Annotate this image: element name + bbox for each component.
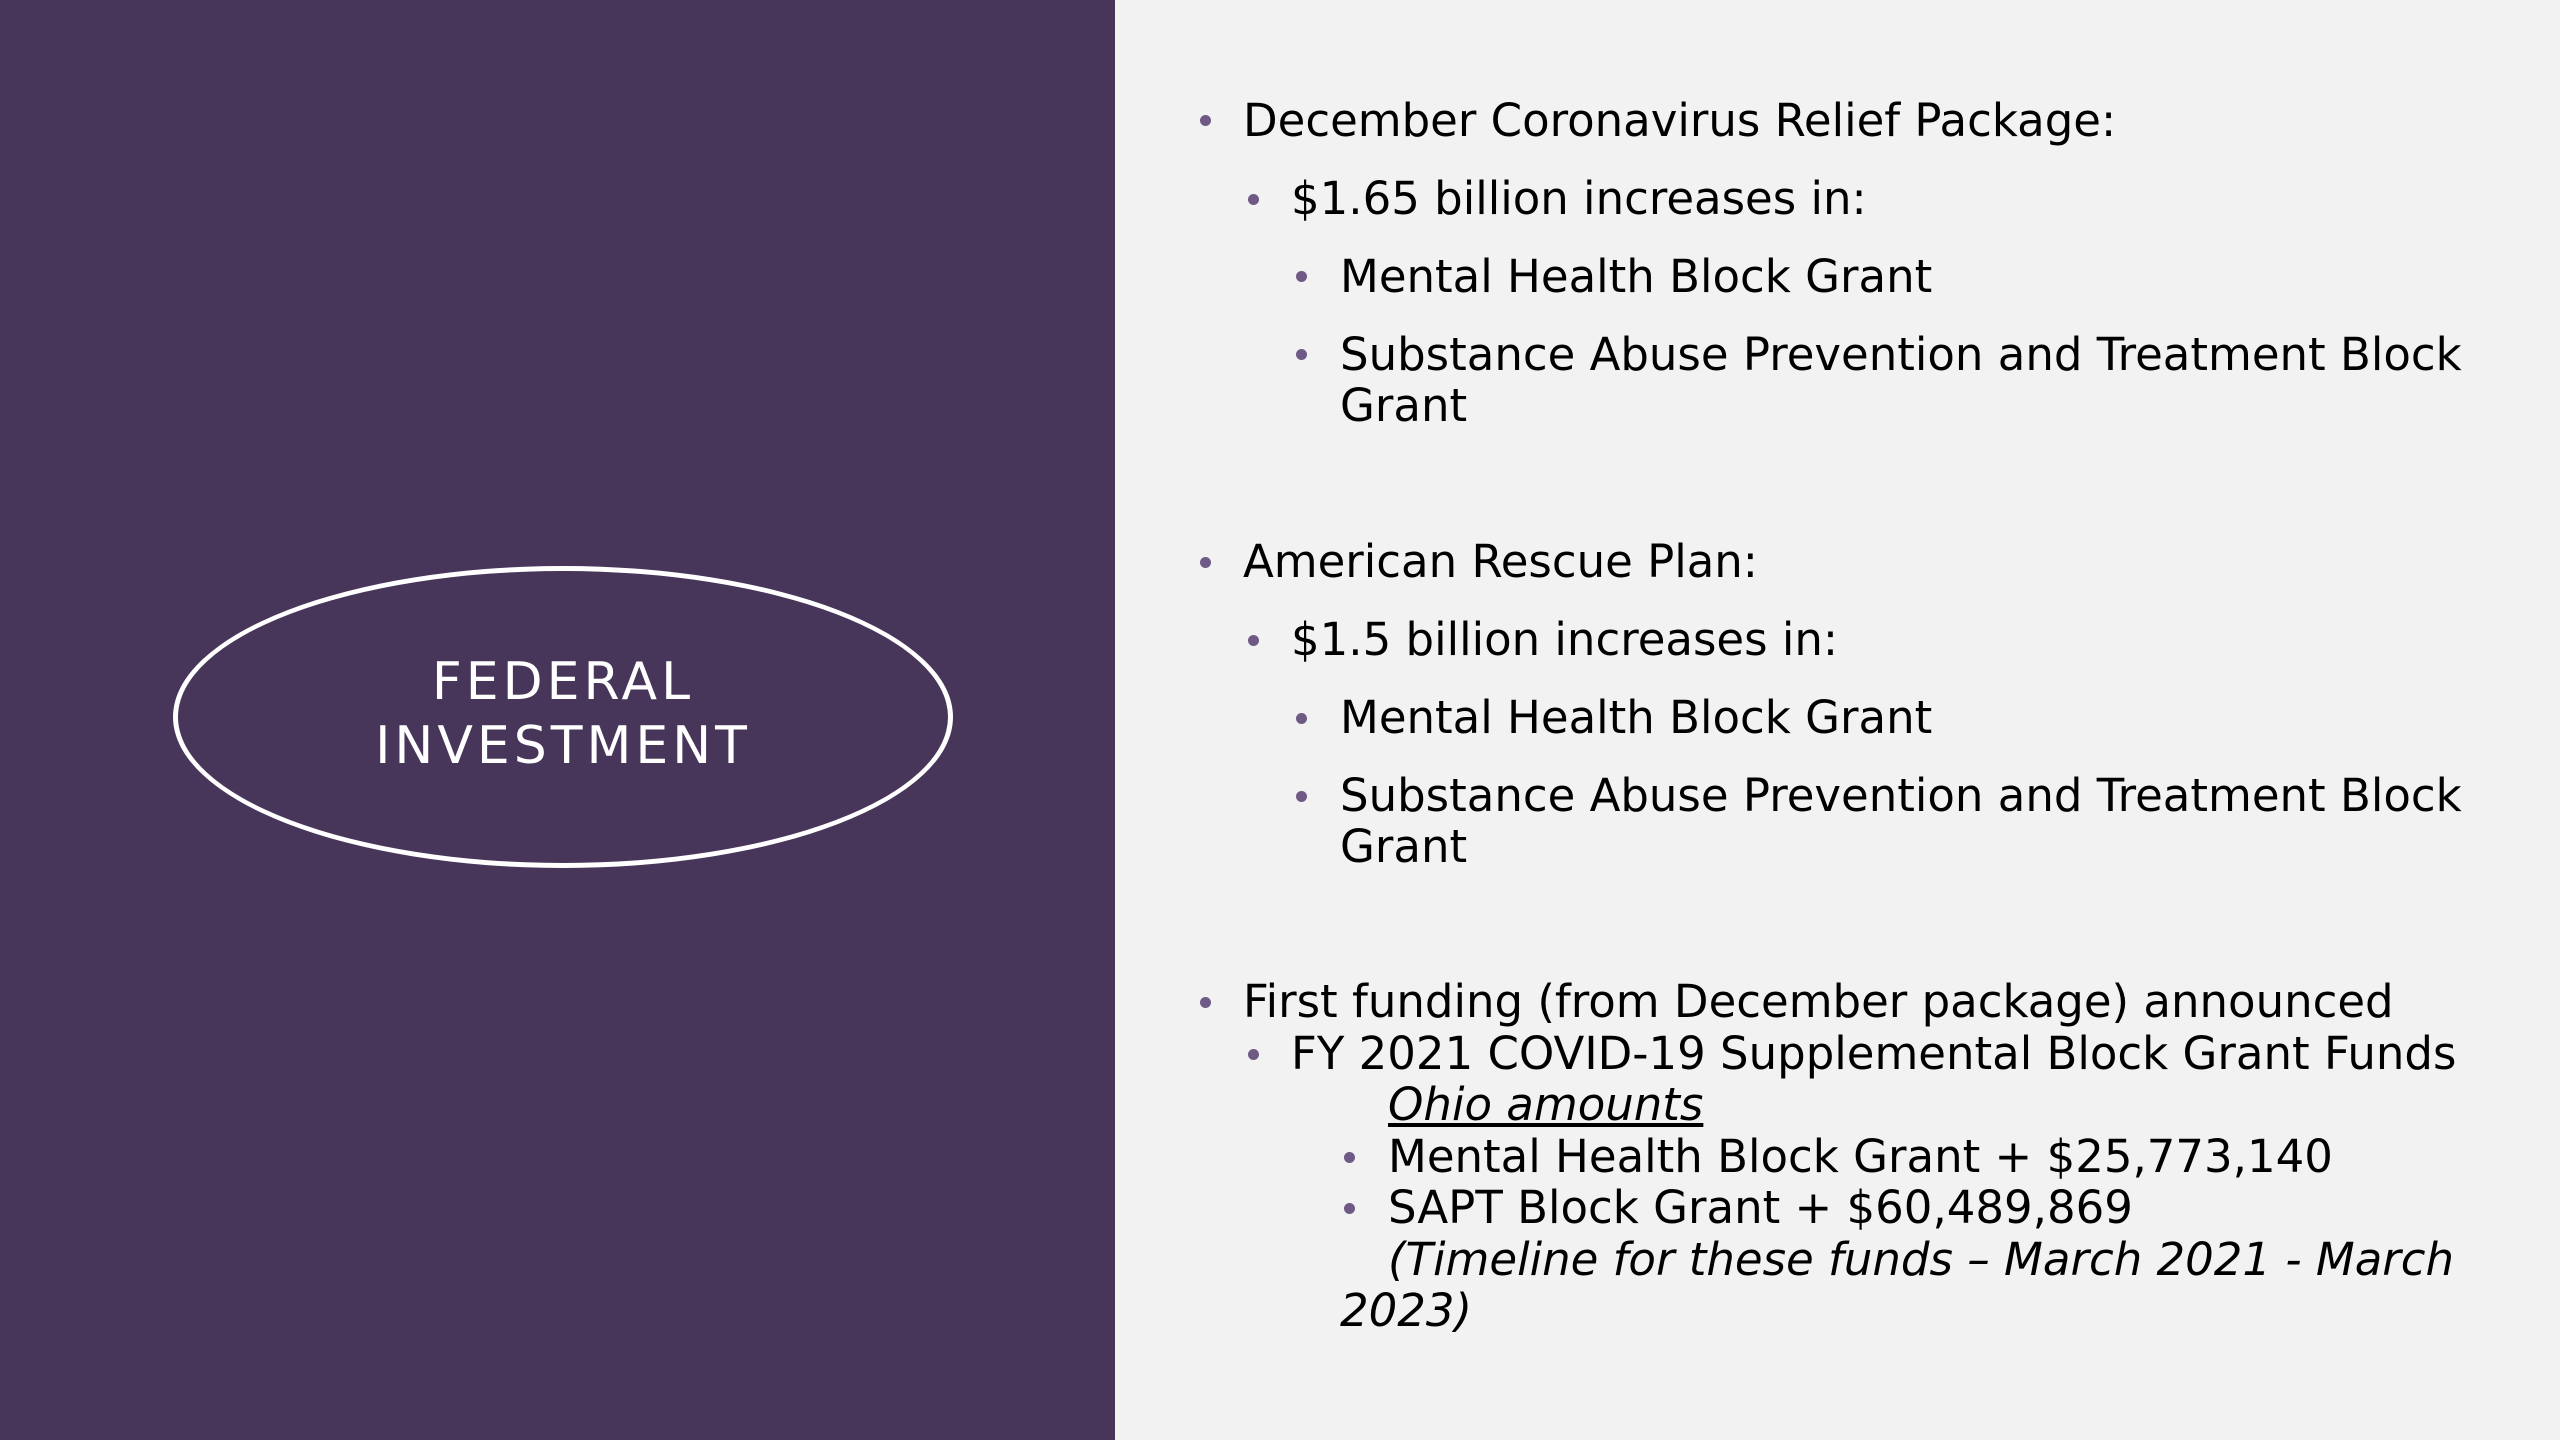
bullet-icon bbox=[1248, 194, 1259, 205]
bullet-icon bbox=[1200, 997, 1211, 1008]
slide-title bbox=[173, 650, 953, 778]
ohio-amounts-subheading: Ohio amounts bbox=[1388, 1078, 1704, 1131]
bullet-icon bbox=[1344, 1152, 1355, 1163]
section-1-item: Mental Health Block Grant bbox=[1340, 250, 1933, 303]
bullet-icon bbox=[1248, 635, 1259, 646]
section-2-item: Mental Health Block Grant bbox=[1340, 691, 1933, 744]
bullet-icon bbox=[1248, 1049, 1259, 1060]
section-3-heading: First funding (from December package) announced bbox=[1243, 975, 2394, 1028]
section-3-item: Mental Health Block Grant + $25,773,140 bbox=[1388, 1130, 2333, 1183]
section-1-item-continuation: Grant bbox=[1340, 379, 1468, 432]
title-line-1: FEDERAL bbox=[431, 652, 695, 712]
bullet-icon bbox=[1200, 115, 1211, 126]
timeline-note: (Timeline for these funds – March 2021 - March bbox=[1388, 1233, 2455, 1286]
section-1-item: Substance Abuse Prevention and Treatment Block bbox=[1340, 328, 2462, 381]
bullet-icon bbox=[1296, 271, 1307, 282]
bullet-icon bbox=[1344, 1203, 1355, 1214]
title-line-2: INVESTMENT bbox=[375, 716, 751, 776]
section-2-heading: American Rescue Plan: bbox=[1243, 535, 1758, 588]
section-2-sub: $1.5 billion increases in: bbox=[1291, 613, 1839, 666]
section-3-item: SAPT Block Grant + $60,489,869 bbox=[1388, 1181, 2133, 1234]
section-1-heading: December Coronavirus Relief Package: bbox=[1243, 94, 2117, 147]
section-3-sub: FY 2021 COVID-19 Supplemental Block Grant Funds bbox=[1291, 1027, 2457, 1080]
bullet-icon bbox=[1200, 557, 1211, 568]
bullet-icon bbox=[1296, 713, 1307, 724]
timeline-note-continuation: 2023) bbox=[1340, 1284, 1473, 1337]
section-2-item: Substance Abuse Prevention and Treatment Block bbox=[1340, 769, 2462, 822]
bullet-icon bbox=[1296, 791, 1307, 802]
section-1-sub: $1.65 billion increases in: bbox=[1291, 172, 1867, 225]
bullet-icon bbox=[1296, 349, 1307, 360]
section-2-item-continuation: Grant bbox=[1340, 820, 1468, 873]
